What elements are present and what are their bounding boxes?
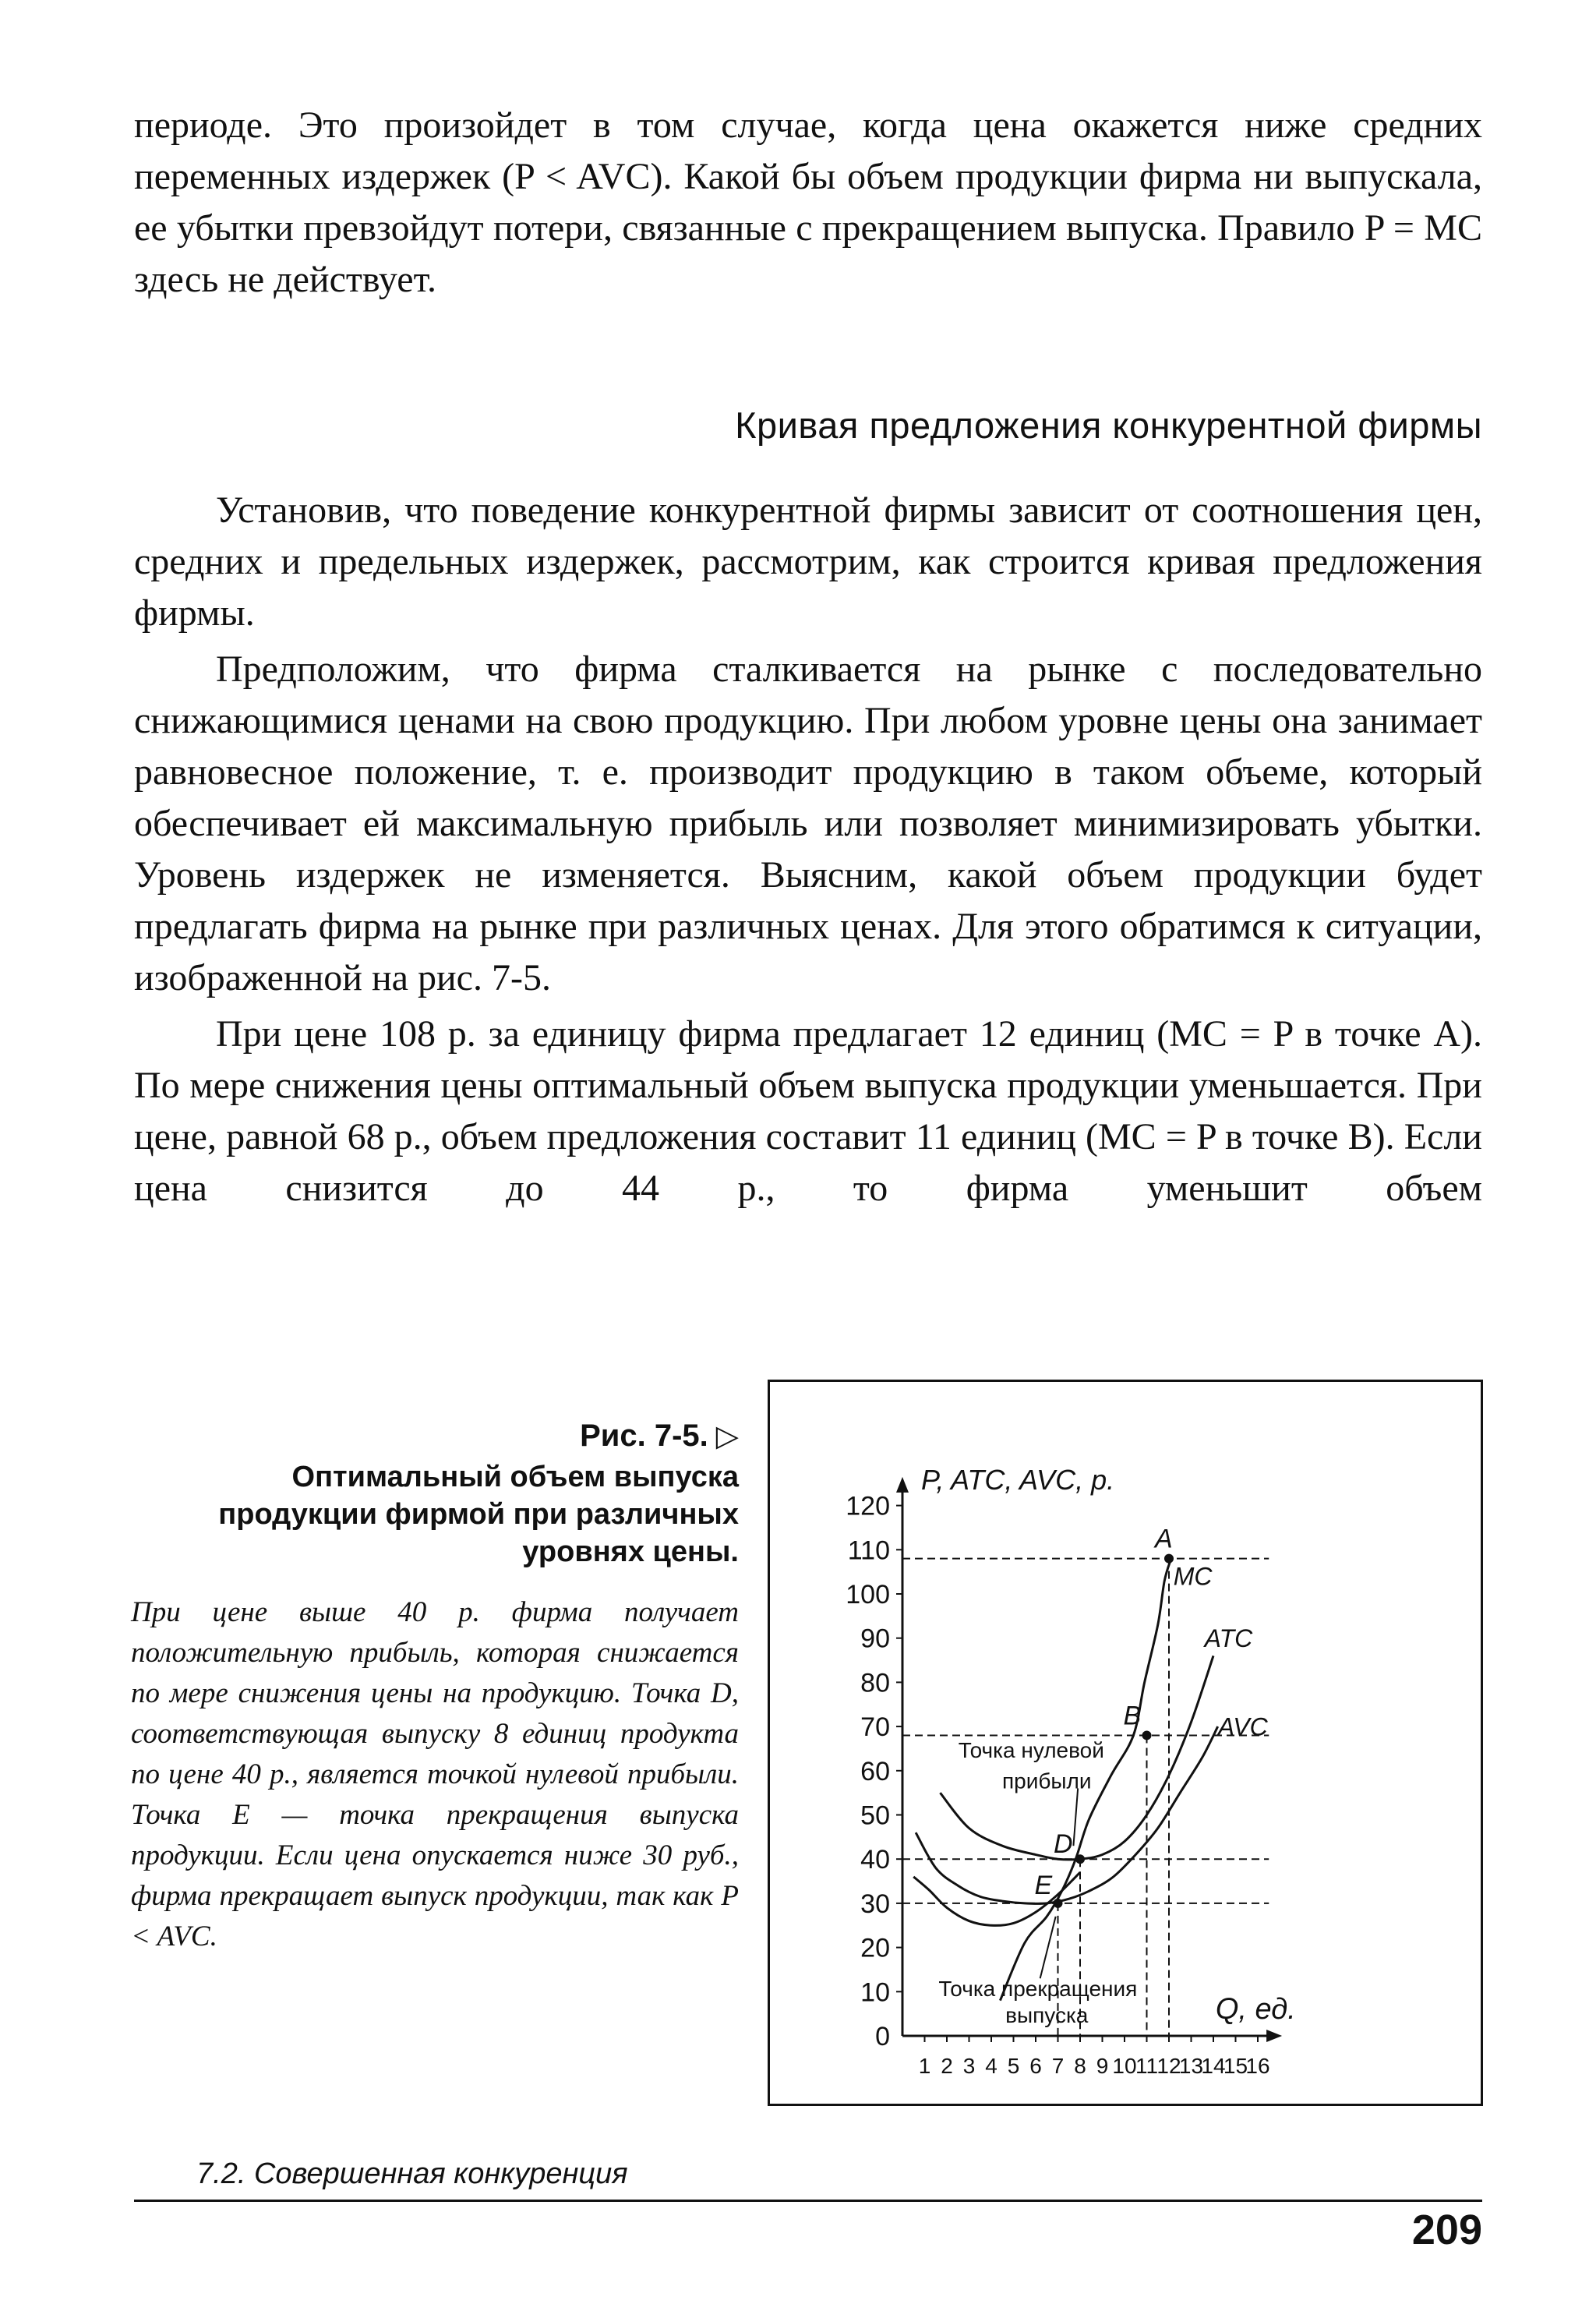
x-tick-label: 1 bbox=[918, 2054, 931, 2078]
x-tick-label: 11 bbox=[1135, 2054, 1159, 2078]
point-label: B bbox=[1123, 1701, 1142, 1731]
main-paragraph-block bbox=[134, 485, 1482, 1214]
top-paragraph-block bbox=[134, 100, 1482, 306]
annotation-pointer bbox=[1040, 1917, 1056, 1978]
y-tick-label: 100 bbox=[846, 1580, 890, 1610]
section-title: Кривая предложения конкурентной фирмы bbox=[735, 405, 1482, 446]
annotation-shutdown-line2: выпуска bbox=[1005, 2002, 1089, 2027]
x-tick-label: 12 bbox=[1156, 2054, 1181, 2078]
cost-curves-chart bbox=[770, 1382, 1481, 2104]
x-tick-label: 2 bbox=[941, 2054, 953, 2078]
x-tick-label: 3 bbox=[962, 2054, 976, 2078]
point-marker bbox=[1054, 1899, 1063, 1908]
x-tick-label: 10 bbox=[1112, 2054, 1137, 2078]
x-tick-label: 9 bbox=[1096, 2054, 1109, 2078]
chapter-footer: 7.2. Совершенная конкуренция bbox=[196, 2157, 628, 2190]
y-tick-label: 80 bbox=[860, 1668, 890, 1698]
page-number: 209 bbox=[1411, 2207, 1482, 2253]
y-tick-label: 30 bbox=[860, 1889, 890, 1919]
point-label: E bbox=[1034, 1870, 1053, 1900]
point-marker bbox=[1142, 1730, 1152, 1740]
triangle-right-icon: ▷ bbox=[715, 1420, 739, 1453]
series-label: MC bbox=[1173, 1562, 1213, 1591]
y-tick-label: 10 bbox=[860, 1977, 890, 2008]
point-label: D bbox=[1054, 1829, 1073, 1860]
y-tick-label: 50 bbox=[860, 1800, 890, 1831]
figure-label: Рис. 7-5. ▷ bbox=[580, 1419, 739, 1453]
figure-caption bbox=[131, 1419, 739, 1957]
x-tick-label: 14 bbox=[1201, 2054, 1226, 2078]
y-tick-label: 0 bbox=[875, 2022, 890, 2051]
point-marker bbox=[1164, 1554, 1174, 1564]
x-tick-label: 5 bbox=[1007, 2054, 1020, 2078]
x-tick-label: 4 bbox=[985, 2054, 998, 2078]
paragraph: При цене 108 р. за единицу фирма предлагает 12 единиц (MC = P в точке A). По мере снижения цены оптимальный объем выпуска продукции уменьшается. При цене, равной 68 р., объем предложения составит 11 единиц (MC = P в точке B). Если цена снизится до 44 р., то фирма уменьшит объем bbox=[134, 1013, 1482, 1209]
footer-divider bbox=[134, 2200, 1482, 2202]
y-tick-label: 70 bbox=[860, 1712, 890, 1743]
chart-frame bbox=[768, 1380, 1483, 2106]
point-label: A bbox=[1155, 1524, 1173, 1554]
y-tick-label: 20 bbox=[860, 1933, 890, 1963]
annotation-pointer bbox=[1073, 1788, 1078, 1846]
annotation-zero-profit-line1: Точка нулевой bbox=[958, 1737, 1104, 1762]
x-tick-label: 6 bbox=[1029, 2054, 1042, 2078]
paragraph: Установив, что поведение конкурентной фирмы зависит от соотношения цен, средних и предельных издержек, рассмотрим, как строится кривая предложения фирмы. bbox=[134, 489, 1482, 634]
x-tick-label: 8 bbox=[1074, 2054, 1086, 2078]
annotation-shutdown-line1: Точка прекращения bbox=[938, 1976, 1138, 2001]
y-axis-arrow bbox=[896, 1477, 909, 1493]
y-tick-label: 60 bbox=[860, 1756, 890, 1786]
y-tick-label: 90 bbox=[860, 1624, 890, 1654]
figure-description: При цене выше 40 р. фирма получает положительную прибыль, которая снижается по мере снижения цены на продукцию. Точка D, соответствующая выпуску 8 единиц продукта по цене 40 р., является точкой нулевой прибыли. Точка E — точка прекращения выпуска продукции. Если цена опускается ниже 30 руб., фирма прекращает выпуск продукции, так как P < AVC. bbox=[131, 1596, 739, 1952]
series-label: ATC bbox=[1204, 1624, 1253, 1653]
paragraph: Предположим, что фирма сталкивается на рынке с последовательно снижающимися ценами на свою продукцию. При любом уровне цены она занимает равновесное положение, т. е. производит продукцию в таком объеме, который обеспечивает ей максимальную прибыль или позволяет минимизировать убытки. Уровень издержек не изменяется. Выясним, какой объем продукции будет предлагать фирма на рынке при различных ценах. Для этого обратимся к ситуации, изображенной на рис. 7-5. bbox=[134, 648, 1482, 998]
annotation-zero-profit-line2: прибыли bbox=[1001, 1769, 1092, 1793]
x-tick-label: 15 bbox=[1223, 2054, 1248, 2078]
y-tick-label: 120 bbox=[846, 1491, 890, 1521]
y-tick-label: 110 bbox=[847, 1535, 890, 1566]
series-label: AVC bbox=[1217, 1712, 1268, 1741]
x-tick-label: 7 bbox=[1051, 2054, 1065, 2078]
x-axis-arrow bbox=[1266, 2030, 1282, 2042]
figure-title: Оптимальный объем выпуска продукции фирмой при различных уровнях цены. bbox=[218, 1461, 739, 1568]
paragraph: периоде. Это произойдет в том случае, когда цена окажется ниже средних переменных издержек (P < AVC). Какой бы объем продукции фирма ни выпускала, ее убытки превзойдут потери, связанные с прекращением выпуска. Правило P = MC здесь не действует. bbox=[134, 104, 1482, 300]
y-axis-label: P, ATC, AVC, р. bbox=[921, 1463, 1115, 1496]
x-axis-label: Q, ед. bbox=[1215, 1993, 1296, 2026]
y-tick-label: 40 bbox=[860, 1845, 890, 1875]
x-tick-label: 13 bbox=[1178, 2054, 1204, 2078]
x-tick-label: 16 bbox=[1245, 2054, 1270, 2078]
point-marker bbox=[1075, 1854, 1085, 1864]
